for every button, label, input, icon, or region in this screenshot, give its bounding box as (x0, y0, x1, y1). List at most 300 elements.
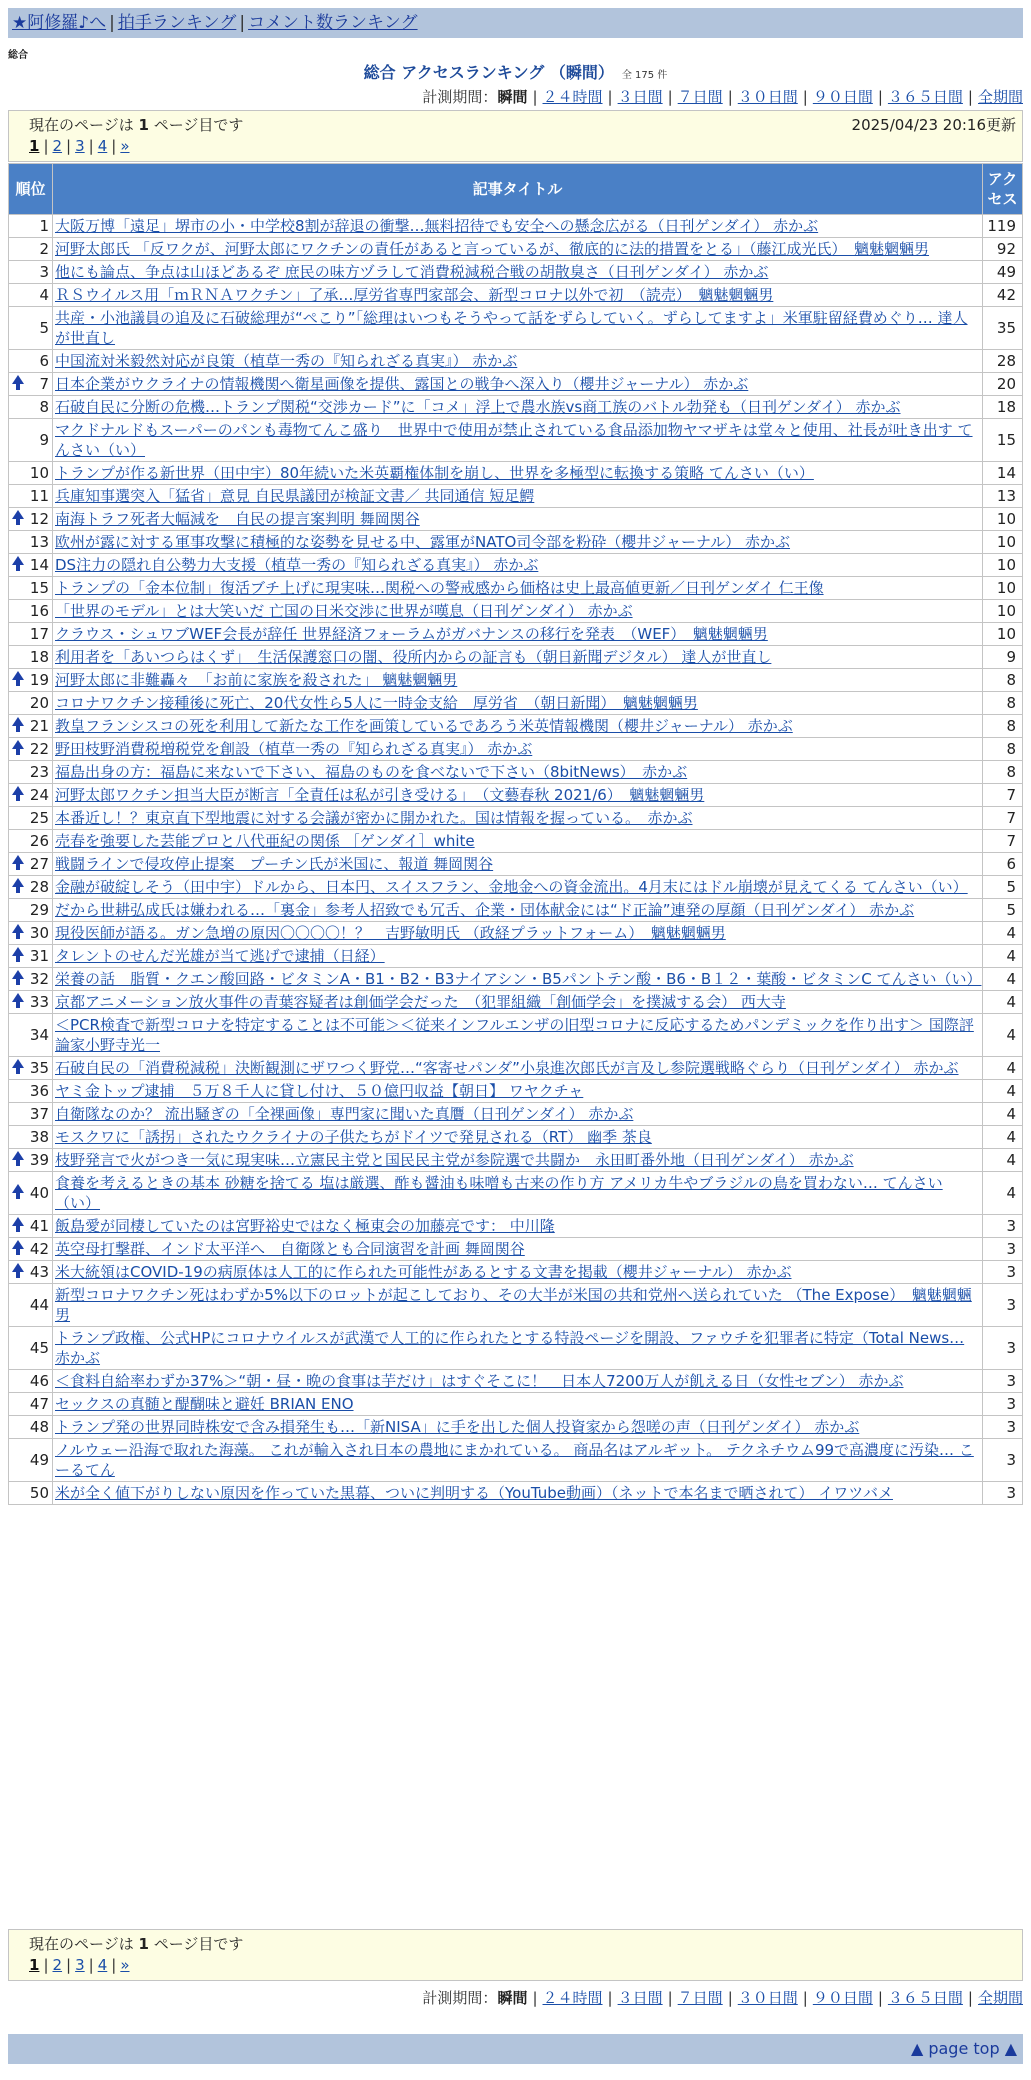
period-option-link[interactable]: ３日間 (617, 88, 663, 106)
ranking-title (8, 60, 1023, 83)
access-count: 35 (983, 307, 1023, 350)
table-row (9, 899, 1023, 922)
rank-cell (9, 600, 53, 623)
title-cell (53, 784, 983, 807)
pagination-next-link[interactable]: » (120, 137, 130, 155)
rank-number: 36 (29, 1082, 49, 1100)
pagination-separator: | (43, 137, 49, 155)
pagination-current-page: 1 (29, 1956, 40, 1974)
rank-cell (9, 1103, 53, 1126)
period-option-link[interactable]: ３６５日間 (887, 88, 963, 106)
pagination-page-link[interactable]: 2 (52, 137, 63, 155)
rank-number: 16 (29, 602, 49, 620)
rank-number: 44 (29, 1296, 49, 1314)
article-title-link[interactable]: トランプの「金本位制」復活ブチ上げに現実味…関税への警戒感から価格は史上最高値更新／日刊ゲンダイ 仁王像 (55, 579, 824, 597)
table-row (9, 784, 1023, 807)
title-cell (53, 396, 983, 419)
title-cell (53, 1327, 983, 1370)
period-current: 瞬間 (497, 1989, 528, 2007)
rank-cell (9, 1370, 53, 1393)
rank-cell (9, 577, 53, 600)
article-title-link[interactable]: 共産・小池議員の追及に石破総理が“ぺこり”「総理はいつもそうやって話をずらしていく。ずらしてますよ」米軍駐留経費めぐり… 達人が世直し (55, 309, 968, 347)
rank-number: 14 (29, 556, 49, 574)
period-separator: | (802, 1989, 808, 2007)
article-title-link[interactable]: 現役医師が語る。ガン急増の原因〇〇〇〇！？ 吉野敏明氏 （政経プラットフォーム） 魑魅魍魎男 (55, 924, 726, 942)
rank-up-arrow-icon (12, 717, 24, 726)
article-title-link[interactable]: 飯島愛が同棲していたのは宮野裕史ではなく極東会の加藤亮です： 中川隆 (55, 1217, 555, 1235)
access-count: 5 (983, 876, 1023, 899)
article-title-link[interactable]: セックスの真髄と醍醐味と避妊 BRIAN ENO (55, 1395, 354, 1413)
rank-cell (9, 1126, 53, 1149)
article-title-link[interactable]: 福島出身の方：福島に来ないで下さい、福島のものを食べないで下さい（8bitNews） 赤かぶ (55, 763, 688, 781)
access-count: 6 (983, 853, 1023, 876)
table-row (9, 600, 1023, 623)
rank-up-arrow-icon (12, 786, 24, 795)
article-title-link[interactable]: ヤミ金トップ逮捕 ５万８千人に貸し付け、５０億円収益【朝日】 ワヤクチャ (55, 1082, 584, 1100)
rank-cell (9, 1014, 53, 1057)
current-page-number: 1 (138, 116, 149, 134)
period-separator: | (607, 1989, 613, 2007)
title-cell (53, 807, 983, 830)
rank-number: 25 (29, 809, 49, 827)
article-title-link[interactable]: 河野太郎に非難轟々 「お前に家族を殺された」 魑魅魍魎男 (55, 671, 458, 689)
title-cell (53, 554, 983, 577)
access-count: 3 (983, 1238, 1023, 1261)
access-count: 8 (983, 761, 1023, 784)
period-option-link[interactable]: 全期間 (977, 1989, 1023, 2007)
article-title-link[interactable]: 栄養の話 脂質・クエン酸回路・ビタミンA・B1・B2・B3ナイアシン・B5パントテン酸・B6・B１２・葉酸・ビタミンC てんさい（い） (55, 970, 982, 988)
table-row (9, 577, 1023, 600)
article-title-link[interactable]: 枝野発言で火がつき一気に現実味…立憲民主党と国民民主党が参院選で共闘か 永田町番外地（日刊ゲンダイ） 赤かぶ (55, 1151, 854, 1169)
article-title-link[interactable]: コロナワクチン接種後に死亡、20代女性ら5人に一時金支給 厚労省 （朝日新聞） 魑魅魍魎男 (55, 694, 698, 712)
table-row (9, 922, 1023, 945)
article-title-link[interactable]: マクドナルドもスーパーのパンも毒物てんこ盛り 世界中で使用が禁止されている食品添加物ヤマザキは堂々と使用、社長が吐き出す てんさい（い） (55, 421, 973, 459)
table-row (9, 1261, 1023, 1284)
rank-number: 13 (29, 533, 49, 551)
period-option-link[interactable]: ３０日間 (737, 1989, 798, 2007)
article-title-link[interactable]: 戦闘ラインで侵攻停止提案 プーチン氏が米国に、報道 舞岡関谷 (55, 855, 494, 873)
rank-up-arrow-icon (12, 878, 24, 887)
access-count: 4 (983, 1080, 1023, 1103)
title-cell (53, 830, 983, 853)
rank-cell (9, 215, 53, 238)
article-title-link[interactable]: だから世耕弘成氏は嫌われる…「裏金」参考人招致でも冗舌、企業・団体献金には“ド正論”連発の厚顔（日刊ゲンダイ） 赤かぶ (55, 901, 915, 919)
rank-number: 35 (29, 1059, 49, 1077)
title-cell (53, 350, 983, 373)
rank-number: 1 (39, 217, 49, 235)
pagination-separator: | (88, 137, 94, 155)
title-cell (53, 1103, 983, 1126)
table-row (9, 284, 1023, 307)
title-cell (53, 238, 983, 261)
access-count: 49 (983, 261, 1023, 284)
period-separator: | (532, 1989, 538, 2007)
pagination-page-link[interactable]: 4 (97, 137, 108, 155)
table-row (9, 807, 1023, 830)
updated-timestamp: 2025/04/23 20:16更新 (851, 116, 1016, 134)
comment-ranking-link[interactable]: コメント数ランキング (248, 13, 418, 33)
article-title-link[interactable]: ＲＳウイルス用「ｍＲＮＡワクチン」了承…厚労省専門家部会、新型コロナ以外で初 （読売） 魑魅魍魎男 (55, 286, 774, 304)
table-header-row (9, 164, 1023, 215)
rank-up-arrow-icon (12, 740, 24, 749)
article-title-link[interactable]: トランプ政権、公式HPにコロナウイルスが武漢で人工的に作られたとする特設ページを開設、ファウチを犯罪者に特定（Total News… 赤かぶ (55, 1329, 965, 1367)
rank-cell (9, 462, 53, 485)
rank-cell (9, 284, 53, 307)
article-title-link[interactable]: ＜食料自給率わずか37%＞“朝・昼・晩の食事は芋だけ」はすぐそこに！ 日本人7200万人が飢える日（女性セブン） 赤かぶ (55, 1372, 904, 1390)
article-title-link[interactable]: 南海トラフ死者大幅減を 自民の提言案判明 舞岡関谷 (55, 510, 420, 528)
period-separator: | (967, 1989, 973, 2007)
category-label: 総合 (8, 50, 28, 61)
rank-number: 4 (39, 286, 49, 304)
rank-cell (9, 738, 53, 761)
table-row (9, 462, 1023, 485)
table-row (9, 1416, 1023, 1439)
access-count: 10 (983, 508, 1023, 531)
article-title-link[interactable]: クラウス・シュワブWEF会長が辞任 世界経済フォーラムがガバナンスの移行を発表 （WEF） 魑魅魍魎男 (55, 625, 768, 643)
title-cell (53, 899, 983, 922)
rank-cell (9, 715, 53, 738)
article-title-link[interactable]: トランプ発の世界同時株安で含み損発生も…「新NISA」に手を出した個人投資家から怨嗟の声（日刊ゲンダイ） 赤かぶ (55, 1418, 860, 1436)
pagination (29, 136, 1014, 156)
article-title-link[interactable]: 本番近し！？東京直下型地震に対する会議が密かに開かれた。国は情報を握っている。 赤かぶ (55, 809, 693, 827)
bottom-bar (8, 2034, 1023, 2064)
title-cell (53, 761, 983, 784)
rank-number: 11 (29, 487, 49, 505)
table-row (9, 1057, 1023, 1080)
title-cell (53, 1439, 983, 1482)
title-cell (53, 1080, 983, 1103)
title-cell (53, 1149, 983, 1172)
article-title-link[interactable]: 新型コロナワクチン死はわずか5%以下のロットが起こしており、その大半が米国の共和党州へ送られていた （The Expose） 魑魅魍魎男 (55, 1286, 972, 1324)
access-count: 42 (983, 284, 1023, 307)
article-title-link[interactable]: タレントのせんだ光雄が当て逃げで逮捕（日経） (55, 947, 385, 965)
table-row (9, 508, 1023, 531)
pagination-page-link[interactable]: 3 (75, 137, 85, 155)
article-title-link[interactable]: 米が全く値下がりしない原因を作っていた黒幕、ついに判明する（YouTube動画）（ネットで本名まで晒されて） イワツバメ (55, 1484, 893, 1502)
rank-number: 20 (29, 694, 49, 712)
rank-cell (9, 1482, 53, 1505)
table-row (9, 761, 1023, 784)
access-count: 4 (983, 991, 1023, 1014)
current-page-number: 1 (138, 1935, 149, 1953)
rank-number: 9 (39, 431, 49, 449)
home-link[interactable]: ★阿修羅♪へ (12, 13, 107, 33)
table-row (9, 876, 1023, 899)
current-page-pre: 現在のページは (29, 116, 134, 134)
access-count: 10 (983, 577, 1023, 600)
rank-cell (9, 807, 53, 830)
period-separator: | (667, 88, 673, 106)
table-row (9, 669, 1023, 692)
access-count: 10 (983, 623, 1023, 646)
article-title-link[interactable]: 英空母打撃群、インド太平洋へ 自衛隊とも合同演習を計画 舞岡関谷 (55, 1240, 525, 1258)
rank-number: 29 (29, 901, 49, 919)
title-cell (53, 715, 983, 738)
rank-number: 10 (29, 464, 49, 482)
access-count: 4 (983, 1103, 1023, 1126)
article-title-link[interactable]: 兵庫知事選突入「猛省」意見 自民県議団が検証文書／ 共同通信 短足鰐 (55, 487, 535, 505)
article-title-link[interactable]: 「世界のモデル」とは大笑いだ 亡国の日米交渉に世界が嘆息（日刊ゲンダイ） 赤かぶ (55, 602, 633, 620)
period-option-link[interactable]: ３日間 (617, 1989, 663, 2007)
period-separator: | (667, 1989, 673, 2007)
rank-number: 28 (29, 878, 49, 896)
period-option-link[interactable]: ３６５日間 (887, 1989, 963, 2007)
table-row (9, 1172, 1023, 1215)
period-option-link[interactable]: ９０日間 (812, 88, 873, 106)
title-cell (53, 1238, 983, 1261)
article-title-link[interactable]: 金融が破綻しそう（田中宇）ドルから、日本円、スイスフラン、金地金への資金流出。4月末にはドル崩壊が見えてくる てんさい（い） (55, 878, 968, 896)
rank-number: 33 (29, 993, 49, 1011)
rank-up-arrow-icon (12, 924, 24, 933)
table-row (9, 1103, 1023, 1126)
rank-up-arrow-icon (12, 1184, 24, 1193)
access-count: 4 (983, 1149, 1023, 1172)
table-row (9, 261, 1023, 284)
article-title-link[interactable]: 利用者を「あいつらはくず」 生活保護窓口の闇、役所内からの証言も（朝日新聞デジタル） 達人が世直し (55, 648, 772, 666)
article-title-link[interactable]: 河野太郎ワクチン担当大臣が断言「全責任は私が引き受ける」 （文藝春秋 2021/6） 魑魅魍魎男 (55, 786, 705, 804)
title-cell (53, 669, 983, 692)
table-row (9, 485, 1023, 508)
article-title-link[interactable]: 売春を強要した芸能プロと八代亜紀の関係 ［ゲンダイ］white (55, 832, 475, 850)
article-title-link[interactable]: 教皇フランシスコの死を利用して新たな工作を画策しているであろう米英情報機関（櫻井ジャーナル） 赤かぶ (55, 717, 793, 735)
table-row (9, 554, 1023, 577)
rank-cell (9, 238, 53, 261)
current-page-post: ページ目です (153, 1935, 244, 1953)
article-title-link[interactable]: 食養を考えるときの基本 砂糖を捨てる 塩は厳選、酢も醤油も味噌も古来の作り方 アメリカ牛やブラジルの鳥を買わない… てんさい（い） (55, 1174, 943, 1212)
pagination-next-link[interactable]: » (120, 1956, 130, 1974)
period-option-link[interactable]: ３０日間 (737, 88, 798, 106)
rank-cell (9, 419, 53, 462)
article-title-link[interactable]: 日本企業がウクライナの情報機関へ衛星画像を提供、露国との戦争へ深入り（櫻井ジャーナル） 赤かぶ (55, 375, 749, 393)
rank-number: 12 (29, 510, 49, 528)
title-cell (53, 876, 983, 899)
table-row (9, 1080, 1023, 1103)
rank-cell (9, 1327, 53, 1370)
title-cell (53, 1284, 983, 1327)
rank-cell (9, 876, 53, 899)
pagination-page-link[interactable]: 4 (97, 1956, 108, 1974)
period-option-link[interactable]: 全期間 (977, 88, 1023, 106)
period-option-link[interactable]: ２４時間 (542, 1989, 603, 2007)
rank-up-arrow-icon (12, 1263, 24, 1272)
rank-cell (9, 623, 53, 646)
title-cell (53, 508, 983, 531)
period-option-link[interactable]: ２４時間 (542, 88, 603, 106)
rank-number: 30 (29, 924, 49, 942)
pagination-separator: | (111, 1956, 117, 1974)
period-separator: | (877, 88, 883, 106)
title-cell (53, 692, 983, 715)
pagination-separator: | (88, 1956, 94, 1974)
page-info-bottom (8, 1929, 1023, 1981)
rank-cell (9, 307, 53, 350)
access-count: 8 (983, 669, 1023, 692)
title-cell (53, 1416, 983, 1439)
rank-number: 32 (29, 970, 49, 988)
rank-cell (9, 646, 53, 669)
table-row (9, 1215, 1023, 1238)
access-count: 10 (983, 554, 1023, 577)
rank-cell (9, 899, 53, 922)
rank-number: 46 (29, 1372, 49, 1390)
table-row (9, 350, 1023, 373)
access-count: 3 (983, 1416, 1023, 1439)
table-row (9, 1149, 1023, 1172)
ranking-table-body (9, 215, 1023, 1505)
rank-cell (9, 830, 53, 853)
nav-separator: | (109, 13, 115, 33)
title-cell (53, 261, 983, 284)
rank-number: 24 (29, 786, 49, 804)
table-row (9, 1284, 1023, 1327)
rank-up-arrow-icon (12, 970, 24, 979)
access-count: 10 (983, 531, 1023, 554)
rank-number: 8 (39, 398, 49, 416)
rank-cell (9, 485, 53, 508)
title-cell (53, 419, 983, 462)
access-count: 14 (983, 462, 1023, 485)
title-cell (53, 738, 983, 761)
access-count: 119 (983, 215, 1023, 238)
access-count: 7 (983, 807, 1023, 830)
table-row (9, 1393, 1023, 1416)
rank-number: 38 (29, 1128, 49, 1146)
rank-number: 49 (29, 1451, 49, 1469)
article-title-link[interactable]: 大阪万博「遠足」堺市の小・中学校8割が辞退の衝撃…無料招待でも安全への懸念広がる（日刊ゲンダイ） 赤かぶ (55, 217, 819, 235)
access-count: 3 (983, 1284, 1023, 1327)
rank-cell (9, 531, 53, 554)
rank-number: 48 (29, 1418, 49, 1436)
rank-up-arrow-icon (12, 556, 24, 565)
rank-cell (9, 350, 53, 373)
rank-number: 26 (29, 832, 49, 850)
period-separator: | (877, 1989, 883, 2007)
nav-separator: | (239, 13, 246, 33)
page-top-link[interactable]: ▲ page top ▲ (910, 2039, 1017, 2058)
article-title-link[interactable]: トランプが作る新世界（田中宇）80年続いた米英覇権体制を崩し、世界を多極型に転換する策略 てんさい（い） (55, 464, 814, 482)
pagination-page-link[interactable]: 3 (75, 1956, 85, 1974)
table-row (9, 945, 1023, 968)
access-count: 5 (983, 899, 1023, 922)
pagination-separator: | (66, 137, 72, 155)
pagination-page-link[interactable]: 2 (52, 1956, 63, 1974)
pagination-separator: | (66, 1956, 72, 1974)
table-row (9, 968, 1023, 991)
rank-cell (9, 784, 53, 807)
table-row (9, 531, 1023, 554)
table-row (9, 830, 1023, 853)
article-title-link[interactable]: 河野太郎氏 「反ワクが、河野太郎にワクチンの責任があると言っているが、徹底的に法的措置をとる」（藤江成光氏） 魑魅魍魎男 (55, 240, 930, 258)
article-title-link[interactable]: 石破自民に分断の危機…トランプ関税“交渉カード”に「コメ」浮上で農水族vs商工族のバトル勃発も（日刊ゲンダイ） 赤かぶ (55, 398, 901, 416)
period-label: 計測期間： (422, 1989, 498, 2007)
access-count: 3 (983, 1215, 1023, 1238)
table-row (9, 692, 1023, 715)
access-count: 3 (983, 1370, 1023, 1393)
rank-cell (9, 922, 53, 945)
title-cell (53, 284, 983, 307)
period-option-link[interactable]: ７日間 (677, 88, 723, 106)
article-title-link[interactable]: 京都アニメーション放火事件の青葉容疑者は創価学会だった （犯罪組織「創価学会」を撲滅する会） 西大寺 (55, 993, 786, 1011)
access-count: 4 (983, 968, 1023, 991)
rank-up-arrow-icon (12, 947, 24, 956)
article-title-link[interactable]: 自衛隊なのか？ 流出騒ぎの「全裸画像」専門家に聞いた真贋（日刊ゲンダイ） 赤かぶ (55, 1105, 634, 1123)
title-cell (53, 1215, 983, 1238)
rank-number: 15 (29, 579, 49, 597)
clap-ranking-link[interactable]: 拍手ランキング (117, 13, 237, 33)
period-separator: | (532, 88, 538, 106)
article-title-link[interactable]: モスクワに「誘拐」されたウクライナの子供たちがドイツで発見される（RT） 幽季 茶良 (55, 1128, 652, 1146)
rank-cell (9, 1439, 53, 1482)
rank-number: 22 (29, 740, 49, 758)
period-separator: | (802, 88, 808, 106)
title-cell (53, 600, 983, 623)
rank-up-arrow-icon (12, 1217, 24, 1226)
rank-cell (9, 669, 53, 692)
title-cell (53, 373, 983, 396)
period-option-link[interactable]: ７日間 (677, 1989, 723, 2007)
rank-number: 45 (29, 1339, 49, 1357)
period-separator: | (607, 88, 613, 106)
rank-number: 31 (29, 947, 49, 965)
rank-number: 18 (29, 648, 49, 666)
article-title-link[interactable]: DS注力の隠れ自公勢力大支援（植草一秀の『知られざる真実』） 赤かぶ (55, 556, 539, 574)
current-page-pre: 現在のページは (29, 1935, 134, 1953)
article-title-link[interactable]: 野田枝野消費税増税党を創設（植草一秀の『知られざる真実』） 赤かぶ (55, 740, 533, 758)
title-cell (53, 462, 983, 485)
pagination-separator: | (111, 137, 117, 155)
access-count: 3 (983, 1439, 1023, 1482)
rank-number: 47 (29, 1395, 49, 1413)
access-count: 13 (983, 485, 1023, 508)
period-separator: | (967, 88, 973, 106)
rank-number: 50 (29, 1484, 49, 1502)
table-row (9, 215, 1023, 238)
rank-number: 43 (29, 1263, 49, 1281)
article-title-link[interactable]: ノルウェー沿海で取れた海藻。 これが輸入され日本の農地にまかれている。 商品名はアルギット。 テクネチウム99で高濃度に汚染… こーるてん (55, 1441, 974, 1479)
title-column-header: 記事タイトル (53, 164, 983, 215)
rank-cell (9, 968, 53, 991)
article-title-link[interactable]: 石破自民の「消費税減税」決断観測にザワつく野党…“客寄せパンダ”小泉進次郎氏が言及し参院選戦略ぐらり（日刊ゲンダイ） 赤かぶ (55, 1059, 959, 1077)
rank-cell (9, 1284, 53, 1327)
title-cell (53, 623, 983, 646)
access-count: 7 (983, 830, 1023, 853)
rank-number: 42 (29, 1240, 49, 1258)
article-title-link[interactable]: ＜PCR検査で新型コロナを特定することは不可能＞＜従来インフルエンザの旧型コロナに反応するためパンデミックを作り出す＞ 国際評論家小野寺光一 (55, 1016, 974, 1054)
table-row (9, 419, 1023, 462)
period-selector-bottom (422, 1987, 1023, 2008)
table-row (9, 396, 1023, 419)
rank-up-arrow-icon (12, 1240, 24, 1249)
access-count: 8 (983, 692, 1023, 715)
article-title-link[interactable]: 米大統領はCOVID-19の病原体は人工的に作られた可能性があるとする文書を掲載（櫻井ジャーナル） 赤かぶ (55, 1263, 792, 1281)
rank-up-arrow-icon (12, 671, 24, 680)
rank-number: 17 (29, 625, 49, 643)
access-count: 4 (983, 1014, 1023, 1057)
article-title-link[interactable]: 中国流対米毅然対応が良策（植草一秀の『知られざる真実』） 赤かぶ (55, 352, 518, 370)
access-count: 3 (983, 1393, 1023, 1416)
rank-cell (9, 1057, 53, 1080)
table-row (9, 373, 1023, 396)
table-row (9, 991, 1023, 1014)
title-cell (53, 1172, 983, 1215)
period-option-link[interactable]: ９０日間 (812, 1989, 873, 2007)
title-cell (53, 968, 983, 991)
article-title-link[interactable]: 欧州が露に対する軍事攻撃に積極的な姿勢を見せる中、露軍がNATO司令部を粉砕（櫻井ジャーナル） 赤かぶ (55, 533, 791, 551)
rank-cell (9, 1393, 53, 1416)
rank-cell (9, 373, 53, 396)
article-title-link[interactable]: 他にも論点、争点は山ほどあるぞ 庶民の味方ヅラして消費税減税合戦の胡散臭さ（日刊ゲンダイ） 赤かぶ (55, 263, 769, 281)
rank-up-arrow-icon (12, 1151, 24, 1160)
